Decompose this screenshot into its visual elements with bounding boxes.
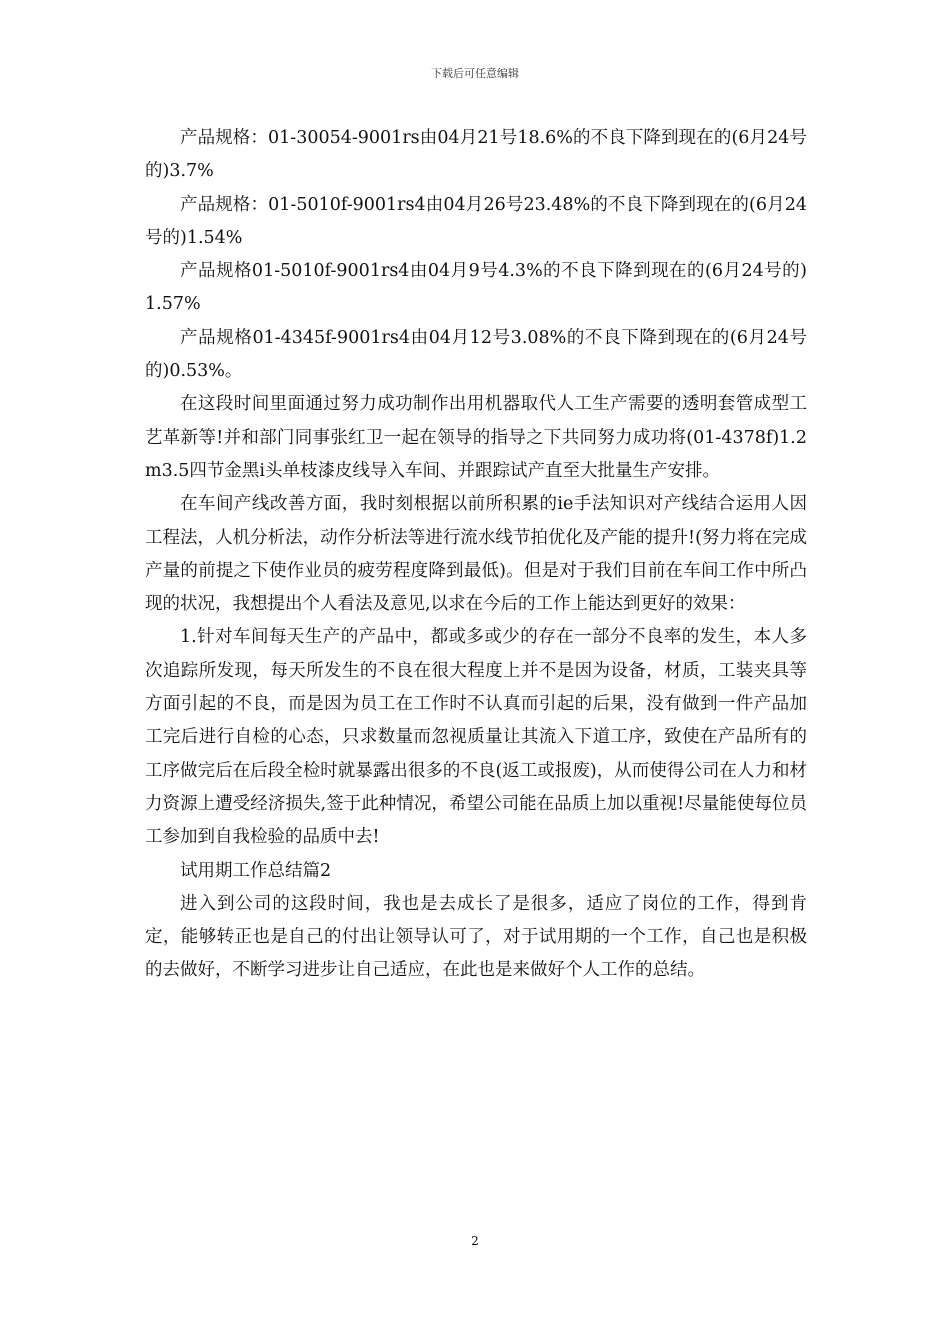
paragraph-process-innovation: 在这段时间里面通过努力成功制作出用机器取代人工生产需要的透明套管成型工艺革新等!并和部门同事张红卫一起在领导的指导之下共同努力成功将(01-4378f)1.2m3.5四节金黑i头单枝漆皮线导入车间、并跟踪试产直至大批量生产安排。: [145, 394, 807, 481]
paragraph-defect-issue: 1.针对车间每天生产的产品中，都或多或少的存在一部分不良率的发生，本人多次追踪所发现，每天所发生的不良在很大程度上并不是因为设备，材质，工装夹具等方面引起的不良，而是因为员工在工作时不认真而引起的后果，没有做到一件产品加工完后进行自检的心态，只求数量而忽视质量让其流入下道工序，致使在产品所有的工序做完后在后段全检时就暴露出很多的不良(返工或报废)，从而使得公司在人力和材力资源上遭受经济损失,签于此种情况，希望公司能在品质上加以重视!尽量能使每位员工参加到自我检验的品质中去!: [145, 627, 807, 848]
paragraph-spec-2: 产品规格：01-5010f-9001rs4由04月26号23.48%的不良下降到现在的(6月24号的)1.54%: [145, 194, 807, 248]
page-number: 2: [471, 1234, 479, 1248]
paragraph-spec-3: 产品规格01-5010f-9001rs4由04月9号4.3%的不良下降到现在的(6月24号的)1.57%: [145, 261, 807, 315]
page-header: 下载后可任意编辑: [431, 67, 519, 80]
document-body: [145, 122, 807, 988]
section-heading: 试用期工作总结篇2: [180, 860, 332, 881]
paragraph-line-improvement: 在车间产线改善方面，我时刻根据以前所积累的ie手法知识对产线结合运用人因工程法，人机分析法，动作分析法等进行流水线节拍优化及产能的提升!(努力将在完成产量的前提之下使作业员的疲劳程度降到最低)。但是对于我们目前在车间工作中所凸现的状况，我想提出个人看法及意见,以求在今后的工作上能达到更好的效果：: [145, 494, 807, 615]
paragraph-spec-1: 产品规格：01-30054-9001rs由04月21号18.6%的不良下降到现在的(6月24号的)3.7%: [145, 128, 807, 182]
paragraph-summary-intro: 进入到公司的这段时间，我也是去成长了是很多，适应了岗位的工作，得到肯定，能够转正也是自己的付出让领导认可了，对于试用期的一个工作，自己也是积极的去做好，不断学习进步让自己适应，在此也是来做好个人工作的总结。: [145, 893, 807, 981]
paragraph-spec-4: 产品规格01-4345f-9001rs4由04月12号3.08%的不良下降到现在的(6月24号的)0.53%。: [145, 327, 807, 382]
